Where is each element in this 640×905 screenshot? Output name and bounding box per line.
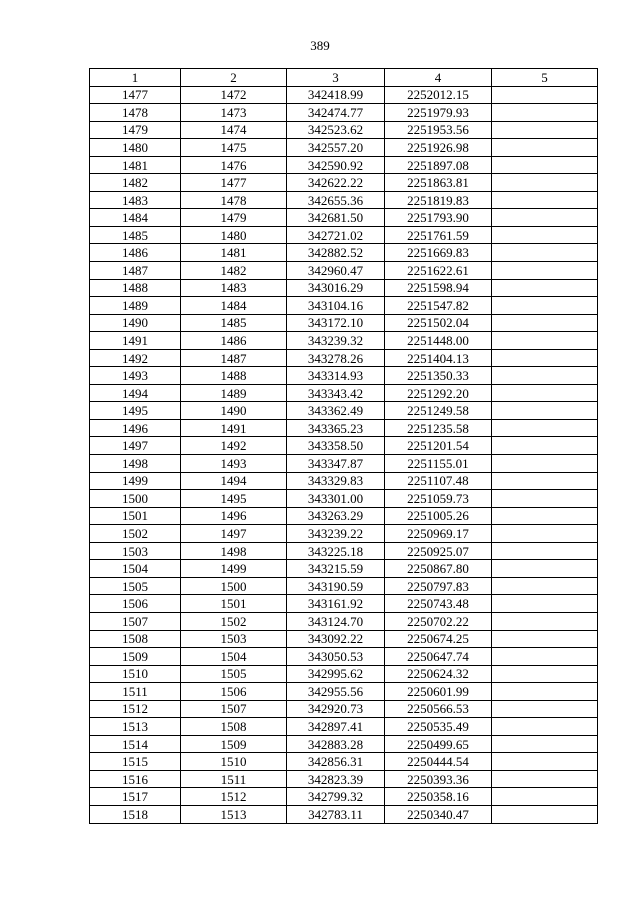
table-cell-col-2: 1475	[181, 139, 287, 157]
table-row	[90, 788, 598, 806]
table-cell-col-2: 1486	[181, 332, 287, 350]
table-body	[90, 86, 598, 823]
table-cell-col-3: 343161.92	[287, 595, 385, 613]
table-row	[90, 665, 598, 683]
table-cell-col-1: 1485	[90, 226, 181, 244]
table-cell-col-2: 1497	[181, 525, 287, 543]
table-cell-col-4: 2251863.81	[385, 174, 492, 192]
table-cell-col-4: 2251622.61	[385, 262, 492, 280]
table-cell-col-1: 1500	[90, 490, 181, 508]
table-cell-col-3: 343263.29	[287, 507, 385, 525]
table-cell-col-3: 342557.20	[287, 139, 385, 157]
table-cell-col-5	[492, 753, 598, 771]
table-cell-col-1: 1493	[90, 367, 181, 385]
table-cell-col-2: 1496	[181, 507, 287, 525]
table-cell-col-2: 1500	[181, 577, 287, 595]
table-cell-col-3: 343314.93	[287, 367, 385, 385]
table-cell-col-4: 2252012.15	[385, 86, 492, 104]
table-cell-col-5	[492, 665, 598, 683]
table-cell-col-2: 1488	[181, 367, 287, 385]
table-cell-col-3: 343016.29	[287, 279, 385, 297]
table-cell-col-1: 1517	[90, 788, 181, 806]
table-cell-col-3: 343050.53	[287, 648, 385, 666]
table-cell-col-5	[492, 770, 598, 788]
table-cell-col-5	[492, 718, 598, 736]
table-cell-col-2: 1487	[181, 349, 287, 367]
table-cell-col-3: 343225.18	[287, 542, 385, 560]
table-row	[90, 191, 598, 209]
table-cell-col-2: 1498	[181, 542, 287, 560]
table-cell-col-5	[492, 349, 598, 367]
table-cell-col-4: 2251005.26	[385, 507, 492, 525]
table-cell-col-3: 342799.32	[287, 788, 385, 806]
table-cell-col-3: 342418.99	[287, 86, 385, 104]
table-cell-col-3: 343329.83	[287, 472, 385, 490]
table-cell-col-4: 2251926.98	[385, 139, 492, 157]
table-row	[90, 384, 598, 402]
table-row	[90, 349, 598, 367]
table-row	[90, 367, 598, 385]
table-cell-col-5	[492, 735, 598, 753]
table-cell-col-4: 2250867.80	[385, 560, 492, 578]
table-cell-col-2: 1489	[181, 384, 287, 402]
table-cell-col-1: 1511	[90, 683, 181, 701]
table-cell-col-3: 342995.62	[287, 665, 385, 683]
table-cell-col-2: 1492	[181, 437, 287, 455]
table-cell-col-4: 2251292.20	[385, 384, 492, 402]
table-cell-col-4: 2250566.53	[385, 700, 492, 718]
table-cell-col-1: 1492	[90, 349, 181, 367]
table-row	[90, 770, 598, 788]
table-cell-col-5	[492, 86, 598, 104]
table-cell-col-3: 342882.52	[287, 244, 385, 262]
table-cell-col-5	[492, 455, 598, 473]
table-row	[90, 297, 598, 315]
table-row	[90, 86, 598, 104]
table-cell-col-1: 1510	[90, 665, 181, 683]
table-cell-col-2: 1501	[181, 595, 287, 613]
table-cell-col-4: 2250925.07	[385, 542, 492, 560]
table-row	[90, 683, 598, 701]
table-cell-col-5	[492, 560, 598, 578]
table-cell-col-4: 2251201.54	[385, 437, 492, 455]
table-cell-col-2: 1485	[181, 314, 287, 332]
table-cell-col-5	[492, 402, 598, 420]
table-cell-col-1: 1501	[90, 507, 181, 525]
table-row	[90, 332, 598, 350]
table-cell-col-5	[492, 577, 598, 595]
table-cell-col-4: 2251155.01	[385, 455, 492, 473]
table-cell-col-2: 1513	[181, 805, 287, 823]
table-cell-col-4: 2251547.82	[385, 297, 492, 315]
table-cell-col-4: 2251979.93	[385, 104, 492, 122]
table-cell-col-2: 1482	[181, 262, 287, 280]
column-header-5: 5	[492, 69, 598, 87]
table-cell-col-2: 1483	[181, 279, 287, 297]
table-header-row	[90, 69, 598, 87]
table-cell-col-2: 1490	[181, 402, 287, 420]
table-row	[90, 104, 598, 122]
table-cell-col-1: 1502	[90, 525, 181, 543]
table-row	[90, 525, 598, 543]
table-cell-col-2: 1499	[181, 560, 287, 578]
table-cell-col-2: 1491	[181, 419, 287, 437]
table-cell-col-3: 343239.22	[287, 525, 385, 543]
table-cell-col-4: 2250499.65	[385, 735, 492, 753]
table-cell-col-2: 1477	[181, 174, 287, 192]
table-cell-col-1: 1499	[90, 472, 181, 490]
table-cell-col-4: 2250647.74	[385, 648, 492, 666]
table-cell-col-1: 1478	[90, 104, 181, 122]
table-cell-col-5	[492, 226, 598, 244]
table-cell-col-1: 1489	[90, 297, 181, 315]
table-cell-col-4: 2250444.54	[385, 753, 492, 771]
table-cell-col-4: 2250674.25	[385, 630, 492, 648]
coordinates-table	[89, 68, 598, 824]
table-cell-col-5	[492, 490, 598, 508]
table-cell-col-1: 1483	[90, 191, 181, 209]
table-cell-col-2: 1512	[181, 788, 287, 806]
table-row	[90, 490, 598, 508]
table-cell-col-3: 343215.59	[287, 560, 385, 578]
table-cell-col-5	[492, 805, 598, 823]
table-cell-col-2: 1495	[181, 490, 287, 508]
table-cell-col-2: 1472	[181, 86, 287, 104]
table-cell-col-5	[492, 472, 598, 490]
table-cell-col-5	[492, 156, 598, 174]
table-cell-col-5	[492, 788, 598, 806]
column-header-2: 2	[181, 69, 287, 87]
table-row	[90, 648, 598, 666]
table-row	[90, 805, 598, 823]
table-row	[90, 507, 598, 525]
table-cell-col-3: 343343.42	[287, 384, 385, 402]
table-cell-col-2: 1494	[181, 472, 287, 490]
table-cell-col-4: 2250624.32	[385, 665, 492, 683]
table-row	[90, 121, 598, 139]
table-cell-col-5	[492, 507, 598, 525]
table-row	[90, 279, 598, 297]
table-cell-col-5	[492, 630, 598, 648]
table-row	[90, 560, 598, 578]
table-cell-col-4: 2251897.08	[385, 156, 492, 174]
table-cell-col-1: 1479	[90, 121, 181, 139]
table-cell-col-5	[492, 384, 598, 402]
table-cell-col-5	[492, 437, 598, 455]
table-cell-col-3: 342721.02	[287, 226, 385, 244]
table-row	[90, 700, 598, 718]
table-cell-col-5	[492, 174, 598, 192]
table-cell-col-3: 342655.36	[287, 191, 385, 209]
column-header-3: 3	[287, 69, 385, 87]
table-cell-col-3: 342523.62	[287, 121, 385, 139]
table-cell-col-2: 1473	[181, 104, 287, 122]
table-cell-col-3: 343301.00	[287, 490, 385, 508]
table-cell-col-4: 2250535.49	[385, 718, 492, 736]
table-cell-col-4: 2250969.17	[385, 525, 492, 543]
table-cell-col-2: 1502	[181, 612, 287, 630]
table-cell-col-4: 2250358.16	[385, 788, 492, 806]
table-cell-col-3: 343239.32	[287, 332, 385, 350]
table-cell-col-4: 2251249.58	[385, 402, 492, 420]
table-cell-col-2: 1507	[181, 700, 287, 718]
table-cell-col-3: 342897.41	[287, 718, 385, 736]
table-cell-col-1: 1497	[90, 437, 181, 455]
table-row	[90, 630, 598, 648]
table-row	[90, 139, 598, 157]
table-cell-col-2: 1503	[181, 630, 287, 648]
table-cell-col-1: 1482	[90, 174, 181, 192]
table-cell-col-1: 1498	[90, 455, 181, 473]
table-cell-col-4: 2251404.13	[385, 349, 492, 367]
table-row	[90, 174, 598, 192]
table-cell-col-5	[492, 314, 598, 332]
table-cell-col-3: 342783.11	[287, 805, 385, 823]
table-cell-col-1: 1512	[90, 700, 181, 718]
table-cell-col-1: 1503	[90, 542, 181, 560]
table-cell-col-1: 1484	[90, 209, 181, 227]
table-cell-col-1: 1507	[90, 612, 181, 630]
table-cell-col-1: 1491	[90, 332, 181, 350]
table-cell-col-1: 1488	[90, 279, 181, 297]
table-cell-col-3: 342960.47	[287, 262, 385, 280]
table-cell-col-1: 1494	[90, 384, 181, 402]
table-cell-col-2: 1480	[181, 226, 287, 244]
table-cell-col-3: 343104.16	[287, 297, 385, 315]
table-cell-col-1: 1505	[90, 577, 181, 595]
table-row	[90, 612, 598, 630]
table-cell-col-3: 343278.26	[287, 349, 385, 367]
table-cell-col-3: 342474.77	[287, 104, 385, 122]
table-cell-col-3: 342622.22	[287, 174, 385, 192]
table-cell-col-2: 1476	[181, 156, 287, 174]
table-cell-col-5	[492, 191, 598, 209]
table-cell-col-1: 1515	[90, 753, 181, 771]
table-cell-col-4: 2250797.83	[385, 577, 492, 595]
table-row	[90, 577, 598, 595]
table-cell-col-1: 1516	[90, 770, 181, 788]
table-row	[90, 437, 598, 455]
table-row	[90, 226, 598, 244]
table-cell-col-1: 1508	[90, 630, 181, 648]
table-cell-col-1: 1514	[90, 735, 181, 753]
table-row	[90, 244, 598, 262]
table-cell-col-4: 2251448.00	[385, 332, 492, 350]
table-cell-col-2: 1505	[181, 665, 287, 683]
table-cell-col-2: 1474	[181, 121, 287, 139]
table-cell-col-4: 2251059.73	[385, 490, 492, 508]
table-cell-col-4: 2250601.99	[385, 683, 492, 701]
table-cell-col-4: 2251235.58	[385, 419, 492, 437]
column-header-1: 1	[90, 69, 181, 87]
table-cell-col-1: 1513	[90, 718, 181, 736]
table-cell-col-3: 342681.50	[287, 209, 385, 227]
table-cell-col-2: 1481	[181, 244, 287, 262]
table-cell-col-2: 1479	[181, 209, 287, 227]
table-row	[90, 455, 598, 473]
table-cell-col-1: 1480	[90, 139, 181, 157]
table-cell-col-1: 1506	[90, 595, 181, 613]
table-cell-col-5	[492, 139, 598, 157]
table-row	[90, 735, 598, 753]
table-cell-col-5	[492, 279, 598, 297]
table-cell-col-4: 2251502.04	[385, 314, 492, 332]
table-row	[90, 156, 598, 174]
table-cell-col-4: 2250340.47	[385, 805, 492, 823]
table-cell-col-4: 2250393.36	[385, 770, 492, 788]
table-cell-col-4: 2251107.48	[385, 472, 492, 490]
table-row	[90, 314, 598, 332]
table-cell-col-4: 2251350.33	[385, 367, 492, 385]
table-cell-col-1: 1477	[90, 86, 181, 104]
table-row	[90, 402, 598, 420]
table-cell-col-2: 1508	[181, 718, 287, 736]
table-cell-col-4: 2250743.48	[385, 595, 492, 613]
table-row	[90, 753, 598, 771]
table-cell-col-1: 1509	[90, 648, 181, 666]
table-cell-col-5	[492, 525, 598, 543]
table-row	[90, 542, 598, 560]
table-cell-col-4: 2251669.83	[385, 244, 492, 262]
table-cell-col-2: 1484	[181, 297, 287, 315]
table-cell-col-3: 343365.23	[287, 419, 385, 437]
table-cell-col-3: 343362.49	[287, 402, 385, 420]
table-cell-col-1: 1486	[90, 244, 181, 262]
table-cell-col-5	[492, 367, 598, 385]
table-cell-col-3: 342856.31	[287, 753, 385, 771]
table-cell-col-3: 342883.28	[287, 735, 385, 753]
table-cell-col-3: 343190.59	[287, 577, 385, 595]
page-number: 389	[310, 38, 330, 53]
table-cell-col-4: 2251953.56	[385, 121, 492, 139]
table-row	[90, 718, 598, 736]
table-cell-col-5	[492, 262, 598, 280]
table-cell-col-5	[492, 244, 598, 262]
table-cell-col-5	[492, 121, 598, 139]
table-cell-col-5	[492, 612, 598, 630]
table-cell-col-1: 1495	[90, 402, 181, 420]
table-cell-col-5	[492, 419, 598, 437]
table-cell-col-5	[492, 542, 598, 560]
table-cell-col-5	[492, 209, 598, 227]
table-cell-col-3: 342920.73	[287, 700, 385, 718]
table-cell-col-2: 1510	[181, 753, 287, 771]
table-cell-col-5	[492, 104, 598, 122]
column-header-4: 4	[385, 69, 492, 87]
table-row	[90, 419, 598, 437]
table-cell-col-1: 1481	[90, 156, 181, 174]
table-cell-col-1: 1518	[90, 805, 181, 823]
table-cell-col-3: 342955.56	[287, 683, 385, 701]
table-row	[90, 262, 598, 280]
table-cell-col-1: 1496	[90, 419, 181, 437]
table-cell-col-2: 1493	[181, 455, 287, 473]
table-cell-col-3: 342823.39	[287, 770, 385, 788]
table-cell-col-2: 1511	[181, 770, 287, 788]
table-cell-col-5	[492, 332, 598, 350]
table-row	[90, 595, 598, 613]
table-cell-col-1: 1487	[90, 262, 181, 280]
table-cell-col-2: 1478	[181, 191, 287, 209]
table-row	[90, 472, 598, 490]
table-cell-col-4: 2251793.90	[385, 209, 492, 227]
table-cell-col-3: 343358.50	[287, 437, 385, 455]
table-cell-col-3: 343172.10	[287, 314, 385, 332]
table-cell-col-3: 342590.92	[287, 156, 385, 174]
table-cell-col-4: 2251761.59	[385, 226, 492, 244]
table-cell-col-3: 343124.70	[287, 612, 385, 630]
table-cell-col-2: 1506	[181, 683, 287, 701]
table-cell-col-5	[492, 297, 598, 315]
table-cell-col-5	[492, 683, 598, 701]
table-cell-col-4: 2251598.94	[385, 279, 492, 297]
table-cell-col-5	[492, 648, 598, 666]
table-cell-col-3: 343092.22	[287, 630, 385, 648]
table-cell-col-2: 1509	[181, 735, 287, 753]
table-cell-col-4: 2251819.83	[385, 191, 492, 209]
table-cell-col-3: 343347.87	[287, 455, 385, 473]
table-cell-col-5	[492, 700, 598, 718]
table-cell-col-4: 2250702.22	[385, 612, 492, 630]
table-cell-col-2: 1504	[181, 648, 287, 666]
table-cell-col-1: 1490	[90, 314, 181, 332]
table-cell-col-1: 1504	[90, 560, 181, 578]
table-row	[90, 209, 598, 227]
table-cell-col-5	[492, 595, 598, 613]
